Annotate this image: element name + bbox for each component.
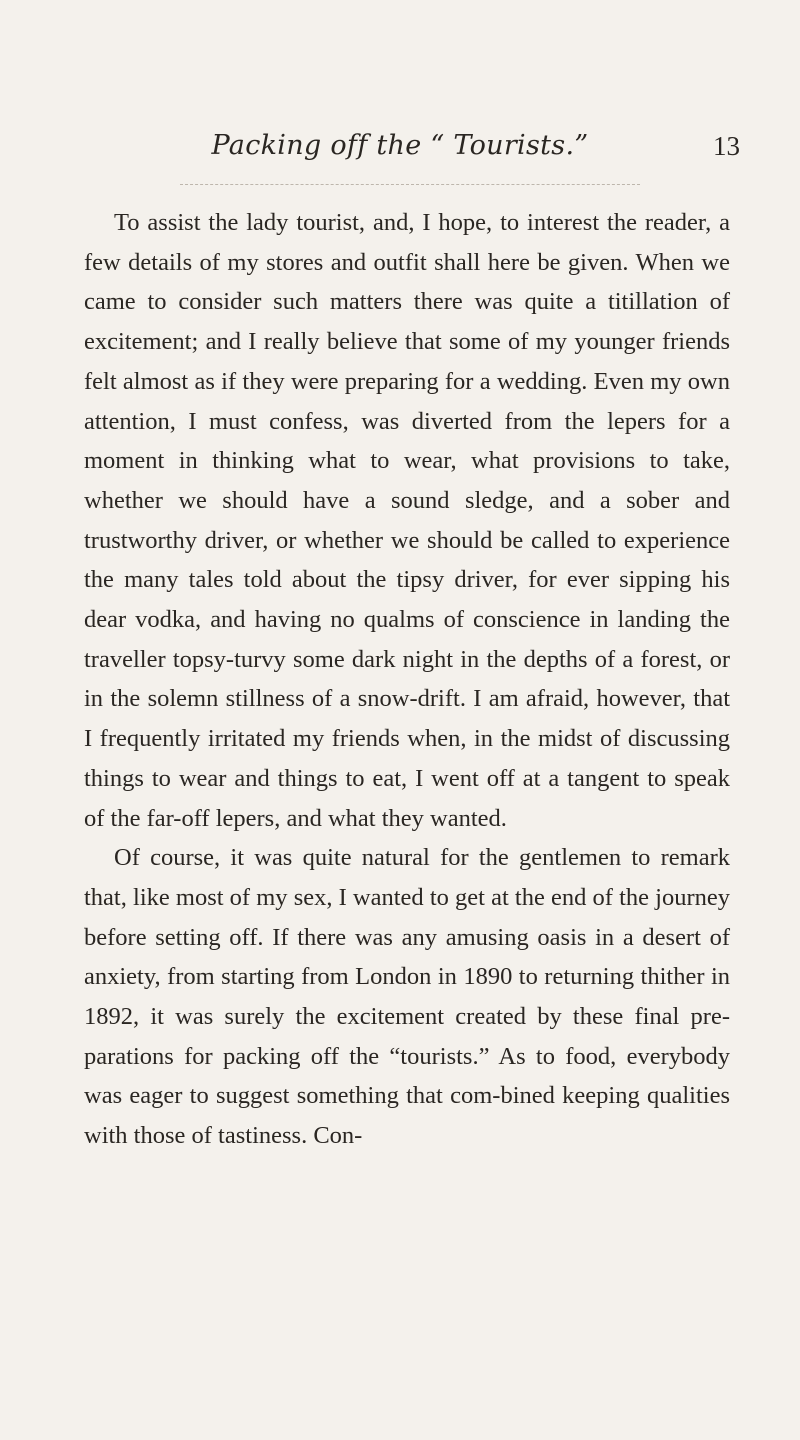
paragraph: Of course, it was quite natural for the gentlemen to remark that, like most of my sex, I wanted to get at the end of the journey before setting off. If there was any amusing oasis in a desert of anxiety, from starting from London in 1890 to returning thither in 1892, it was surely the excitement created by these final pre-parations for packing off the “tourists.” As to food, everybody was eager to suggest something that com-bined keeping qualities with those of tastiness. Con- [84,844,730,1150]
paragraph: To assist the lady tourist, and, I hope, to interest the reader, a few details of my stores and outfit shall here be given. When we came to consider such matters there was quite a titillation of excitement; and I really believe that some of my younger friends felt almost as if they were preparing for a wedding. Even my own attention, I must confess, was diverted from the lepers for a moment in thinking what to wear, what provisions to take, whether we should have a sound sledge, and a sober and trustworthy driver, or whether we should be called to experience the many tales told about the tipsy driver, for ever sipping his dear vodka, and having no qualms of conscience in landing the traveller topsy-turvy some dark night in the depths of a forest, or in the solemn stillness of a snow-drift. I am afraid, however, that I frequently irritated my friends when, in the midst of discussing things to wear and things to eat, I went off at a tangent to speak of the far-off lepers, and what they wanted. [84,209,730,832]
page-header [60,130,740,170]
body-text [84,203,730,1156]
page-number: 13 [713,131,740,161]
running-title: Packing off the “ Tourists.” [211,130,589,161]
header-rule [180,184,640,185]
